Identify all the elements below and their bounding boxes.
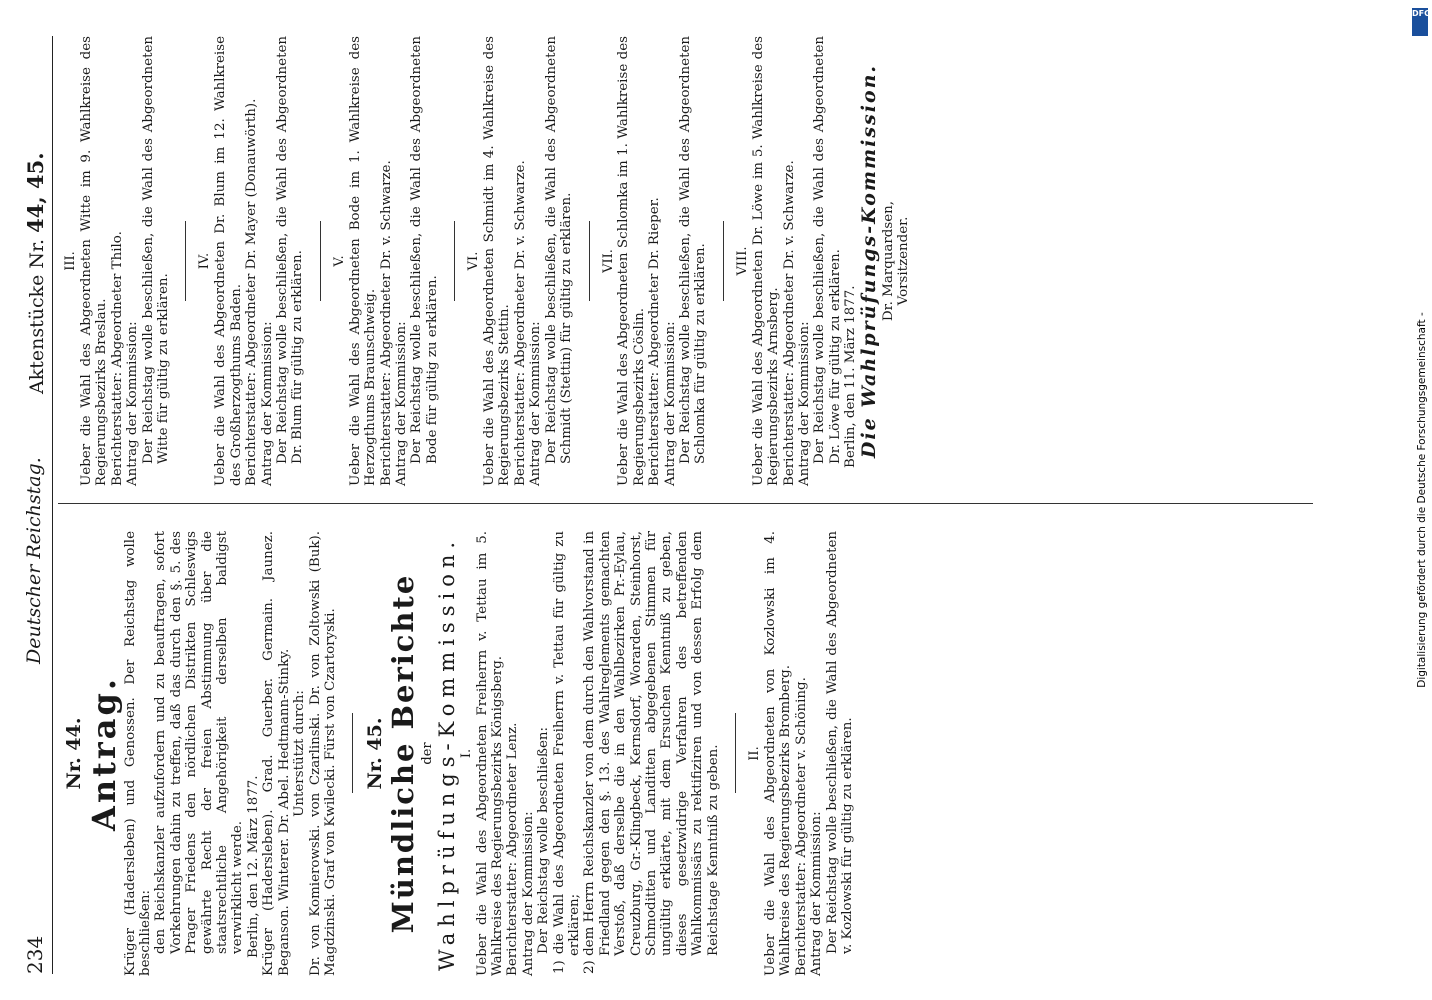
der-word: der: [419, 742, 435, 765]
section-III-heading: III.: [63, 251, 78, 271]
chair-name: Dr. Marquardsen,: [880, 200, 896, 322]
section-I-point1: 1) die Wahl des Abgeordneten Freiherrn v. Tettau für gültig zu erklären;: [551, 531, 582, 974]
section-IV-berichterstatter: Berichterstatter: Abgeordneter Dr. Mayer (Donauwörth).: [244, 98, 260, 486]
commission-name: Die Wahlprüfungs-Kommission.: [857, 63, 880, 459]
section-VI-heading: VI.: [466, 251, 482, 271]
section-VIII-antrag-label: Antrag der Kommission:: [797, 321, 813, 486]
section-VIII-heading: VIII.: [734, 246, 750, 276]
separator-line: [589, 221, 590, 301]
separator-line: [185, 221, 186, 301]
section-V-berichterstatter: Berichterstatter: Abgeordneter Dr. v. Schwarze.: [378, 160, 394, 486]
antrag-date: Berlin, den 12. März 1877.: [245, 775, 261, 958]
antrag-body: den Reichskanzler aufzufordern und zu beauftragen, sofort Vorkehrungen dahin zu treffen, daß das durch den §. 5. des Prager Friedens den nördlichen Distrikten Schleswigs gewährte Recht der freien Abstimmung über die staatsrechtliche Angehörigkeit derselben baldigst verwirklicht werde.: [153, 531, 246, 954]
section-III-beschluss: Der Reichstag wolle beschließen, die Wahl des Abgeordneten Witte für gültig zu erklären.: [140, 36, 171, 464]
separator-line: [352, 714, 353, 794]
separator-line: [454, 221, 455, 301]
commission-date: Berlin, den 11. März 1877.: [843, 285, 859, 468]
section-V-beschluss: Der Reichstag wolle beschließen, die Wahl des Abgeordneten Bode für gültig zu erklären.: [409, 36, 440, 464]
section-II-intro: Ueber die Wahl des Abgeordneten von Kozlowski im 4. Wahlkreise des Regierungsbezirks Bromberg.: [762, 531, 794, 976]
section-VI-berichterstatter: Berichterstatter: Abgeordneter Dr. v. Schwarze.: [512, 160, 528, 486]
chair-role: Vorsitzender.: [895, 216, 911, 306]
section-label: Aktenstücke Nr.: [26, 238, 48, 394]
section-II-heading: II.: [747, 746, 763, 761]
publication-title: Deutscher Reichstag.: [23, 457, 45, 664]
watermark-text: Digitalisierung gefördert durch die Deutsche Forschungsgemeinschaft -: [1416, 312, 1428, 688]
section-numbers: 44, 45.: [23, 152, 48, 233]
left-column: [64, 531, 855, 976]
section-VII-intro: Ueber die Wahl des Abgeordneten Schlomka im 1. Wahlkreise des Regierungsbezirks Cöslin.: [616, 36, 647, 486]
separator-line: [723, 221, 724, 301]
page-number: 234: [23, 935, 47, 974]
section-I-point2: 2) dem Herrn Reichskanzler von dem durch den Wahlvorstand in Friedland gegen den §. 13. des Wahlreglements gemachten Verstoß, daß derselbe die in den Wahlbezirken Pr.-Eylau, Creuzburg, Gr.-Klingbeck, Kernsdorf, Worarden, Steinhorst, Schmoditten und Landitten abgegebenen Stimmen für ungültig erklärte, mit dem Ersuchen Kenntniß zu geben, dieses gesetzwidrige Verfahren des betreffenden Wahlkommissärs zu rektifiziren und von dessen Erfolg dem Reichstage Kenntniß zu geben.: [582, 531, 721, 974]
section-I-antrag-label: Antrag der Kommission:: [520, 811, 536, 976]
section-III-intro: Ueber die Wahl des Abgeordneten Witte im 9. Wahlkreise des Regierungsbezirks Breslau.: [78, 36, 110, 486]
separator-line: [320, 221, 321, 301]
section-title: [24, 152, 49, 394]
section-II-beschluss: Der Reichstag wolle beschließen, die Wahl des Abgeordneten v. Kozlowski für gültig zu erklären.: [824, 531, 855, 954]
section-VII-beschluss: Der Reichstag wolle beschließen, die Wahl des Abgeordneten Schlomka für gültig zu erklären.: [678, 36, 709, 464]
muendliche-berichte-title: Mündliche Berichte: [386, 573, 421, 934]
separator-line: [735, 714, 736, 794]
section-VIII-berichterstatter: Berichterstatter: Abgeordneter Dr. v. Schwarze.: [781, 160, 797, 486]
section-V-intro: Ueber die Wahl des Abgeordneten Bode im 1. Wahlkreise des Herzogthums Braunschweig.: [347, 36, 379, 486]
section-VI-antrag-label: Antrag der Kommission:: [528, 321, 544, 486]
antrag-title: Antrag.: [84, 676, 123, 831]
column-divider: [58, 503, 1313, 504]
digitization-watermark: [1392, 8, 1432, 992]
section-VIII-beschluss: Der Reichstag wolle beschließen, die Wahl des Abgeordneten Dr. Löwe für gültig zu erklären.: [812, 36, 843, 464]
nr45-heading: Nr. 45.: [364, 717, 387, 790]
section-VI-beschluss: Der Reichstag wolle beschließen, die Wahl des Abgeordneten Schmidt (Stettin) für gültig zu erklären.: [543, 36, 575, 464]
supporters: Dr. von Komierowski. von Czarlinski. Dr. von Zoltowski (Buk). Magdzinski. Graf von Kwilecki. Fürst von Czartoryski.: [307, 531, 338, 976]
section-VIII-intro: Ueber die Wahl des Abgeordneten Dr. Löwe im 5. Wahlkreise des Regierungsbezirks Arnsberg.: [750, 36, 782, 486]
section-IV-heading: IV.: [197, 252, 213, 270]
section-VII-antrag-label: Antrag der Kommission:: [662, 321, 678, 486]
wpk-heading: Wahlprüfungs-Kommission.: [435, 535, 460, 972]
dfg-logo: DFG: [1412, 8, 1428, 36]
section-IV-beschluss: Der Reichstag wolle beschließen, die Wahl des Abgeordneten Dr. Blum für gültig zu erklären.: [274, 36, 306, 464]
section-I-beschluss: Der Reichstag wolle beschließen:: [536, 726, 552, 954]
section-IV-intro: Ueber die Wahl des Abgeordneten Dr. Blum im 12. Wahlkreise des Großherzogthums Baden.: [213, 36, 244, 486]
antrag-intro: Krüger (Hadersleben) und Genossen. Der Reichstag wolle beschließen:: [122, 531, 154, 976]
section-II-berichterstatter: Berichterstatter: Abgeordneter v. Schöning.: [793, 677, 809, 976]
section-II-antrag-label: Antrag der Kommission:: [809, 811, 825, 976]
section-V-antrag-label: Antrag der Kommission:: [393, 321, 409, 486]
nr44-heading: Nr. 44.: [63, 717, 85, 790]
section-III-antrag-label: Antrag der Kommission:: [125, 321, 141, 486]
antrag-signers: Krüger (Hadersleben). Grad. Guerber. Germain. Jaunez. Beganson. Winterer. Dr. Abel. Hedtmann-Stinky.: [261, 531, 292, 976]
section-VII-heading: VII.: [600, 249, 616, 273]
page-header: [18, 36, 53, 974]
section-III-berichterstatter: Berichterstatter: Abgeordneter Thilo.: [109, 231, 125, 486]
section-IV-antrag-label: Antrag der Kommission:: [259, 321, 275, 486]
section-V-heading: V.: [331, 255, 347, 267]
section-VI-intro: Ueber die Wahl des Abgeordneten Schmidt im 4. Wahlkreise des Regierungsbezirks Stettin.: [482, 36, 513, 486]
section-VII-berichterstatter: Berichterstatter: Abgeordneter Dr. Rieper.: [647, 197, 663, 486]
section-I-intro: Ueber die Wahl des Abgeordneten Freiherrn v. Tettau im 5. Wahlkreise des Regierungsbezirks Königsberg.: [474, 531, 505, 976]
supported-label: Unterstützt durch:: [292, 690, 308, 817]
section-I-berichterstatter: Berichterstatter: Abgeordneter Lenz.: [505, 722, 521, 976]
right-column: [64, 36, 911, 486]
section-I-heading: I.: [458, 748, 474, 759]
